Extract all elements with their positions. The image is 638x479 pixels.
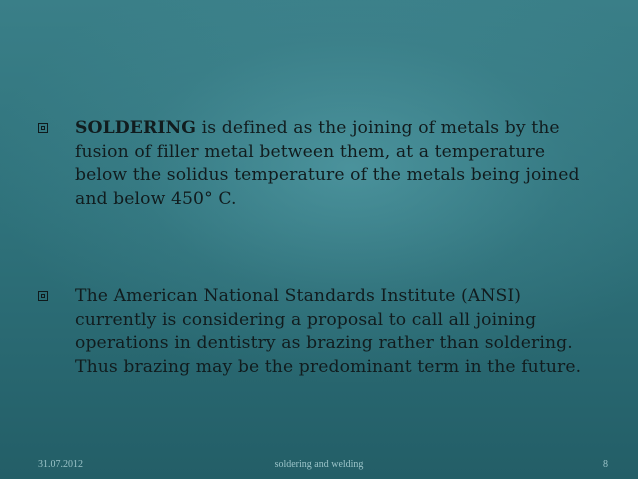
square-bullet-icon [38,291,48,301]
bullet-text [75,117,598,211]
bullet-body: The American National Standards Institute (ANSI) currently is considering a proposal to call all joining operations in dentistry as brazing rather than soldering. Thus brazing may be the predominant term in the future. [75,286,582,377]
footer-date: 31.07.2012 [38,459,83,470]
footer-title: soldering and welding [274,459,364,470]
footer-page-number: 8 [603,459,608,470]
bullet-body: is defined as the joining of metals by the fusion of filler metal between them, at a temperature below the solidus temperature of the metals being joined and below 450° C. [75,118,580,209]
bullet-ansi-proposal [38,285,598,379]
bullet-bold-term: SOLDERING [75,118,197,138]
bullet-text [75,285,598,379]
square-bullet-icon [38,123,48,133]
bullet-soldering-definition [38,117,598,211]
